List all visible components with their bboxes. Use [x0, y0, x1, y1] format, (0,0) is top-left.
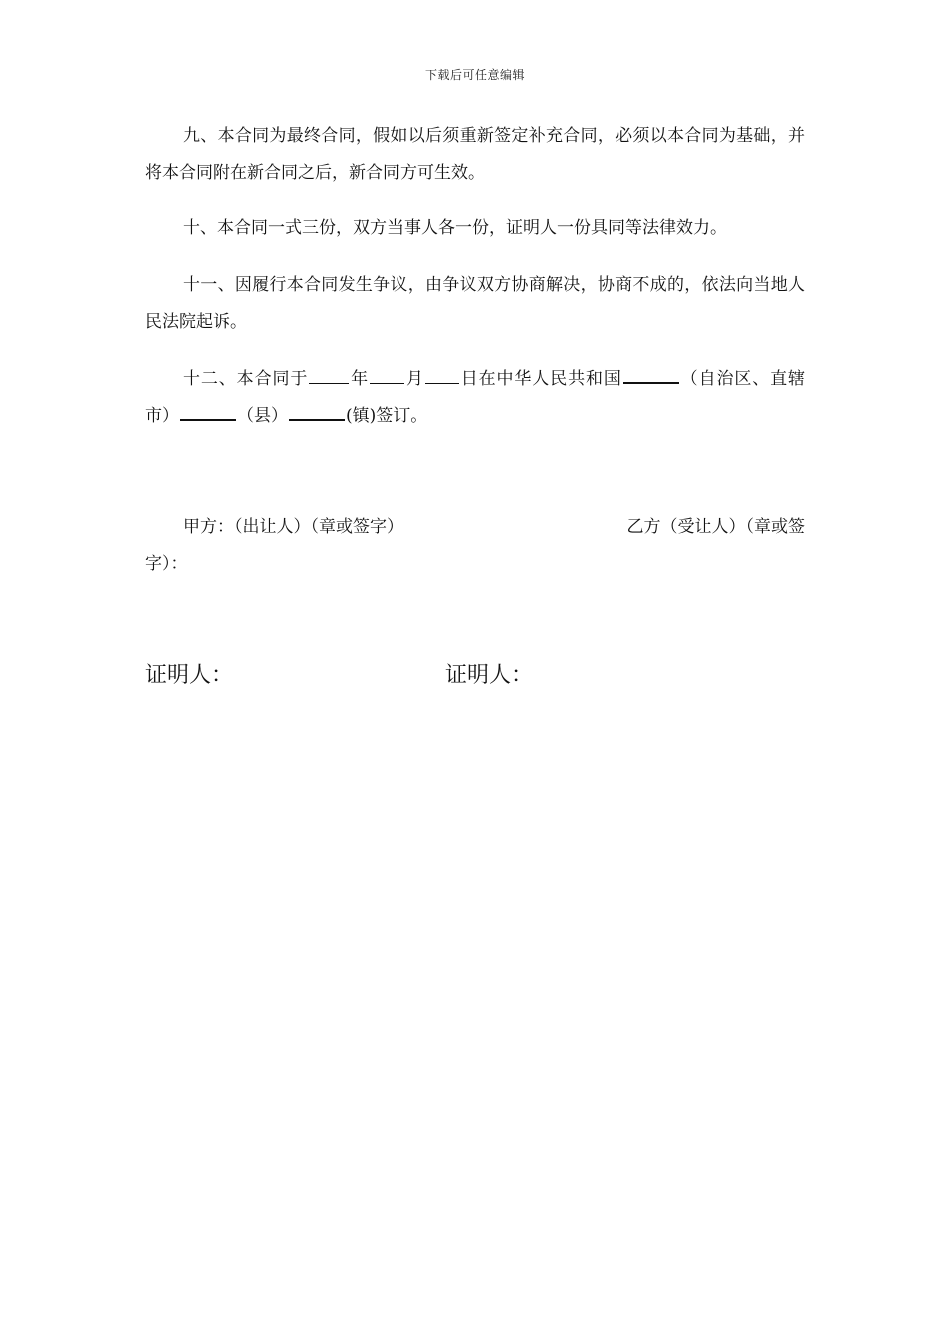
- party-b-label: 乙方（受让人）（章或签: [626, 517, 805, 537]
- clause-12-year: 年: [350, 369, 370, 389]
- clause-9: 九、本合同为最终合同，假如以后须重新签定补充合同，必须以本合同为基础，并将本合同附在新合同之后，新合同方可生效。: [145, 126, 805, 183]
- clause-12: [145, 361, 805, 435]
- month-blank: [370, 366, 404, 384]
- year-blank: [309, 366, 349, 384]
- day-blank: [425, 366, 459, 384]
- clause-12-town-signed: (镇)签订。: [346, 406, 428, 426]
- page-header: 下载后可任意编辑: [424, 68, 525, 82]
- witness-right-label: 证明人：: [445, 663, 534, 688]
- clause-12-month: 月: [405, 369, 424, 389]
- clause-12-county: （县）: [237, 406, 288, 426]
- county-blank: [180, 402, 236, 421]
- signature-parties: [145, 509, 805, 583]
- clause-12-prefix: 十二、本合同于: [183, 369, 309, 389]
- clause-11: 十一、因履行本合同发生争议，由争议双方协商解决，协商不成的，依法向当地人民法院起诉。: [145, 275, 805, 332]
- parties-row: [145, 509, 805, 546]
- region-blank: [623, 365, 679, 384]
- town-blank: [289, 402, 345, 421]
- clause-12-region: （自治区、直辖市）: [145, 369, 806, 426]
- witness-left-label: 证明人：: [145, 663, 234, 688]
- party-a-label: 甲方：（出让人）（章或签字）: [183, 517, 404, 537]
- clause-10: 十、本合同一式三份，双方当事人各一份，证明人一份具同等法律效力。: [183, 218, 727, 238]
- clause-12-day-place: 日在中华人民共和国: [459, 369, 622, 389]
- party-b-continuation: 字）：: [145, 554, 188, 574]
